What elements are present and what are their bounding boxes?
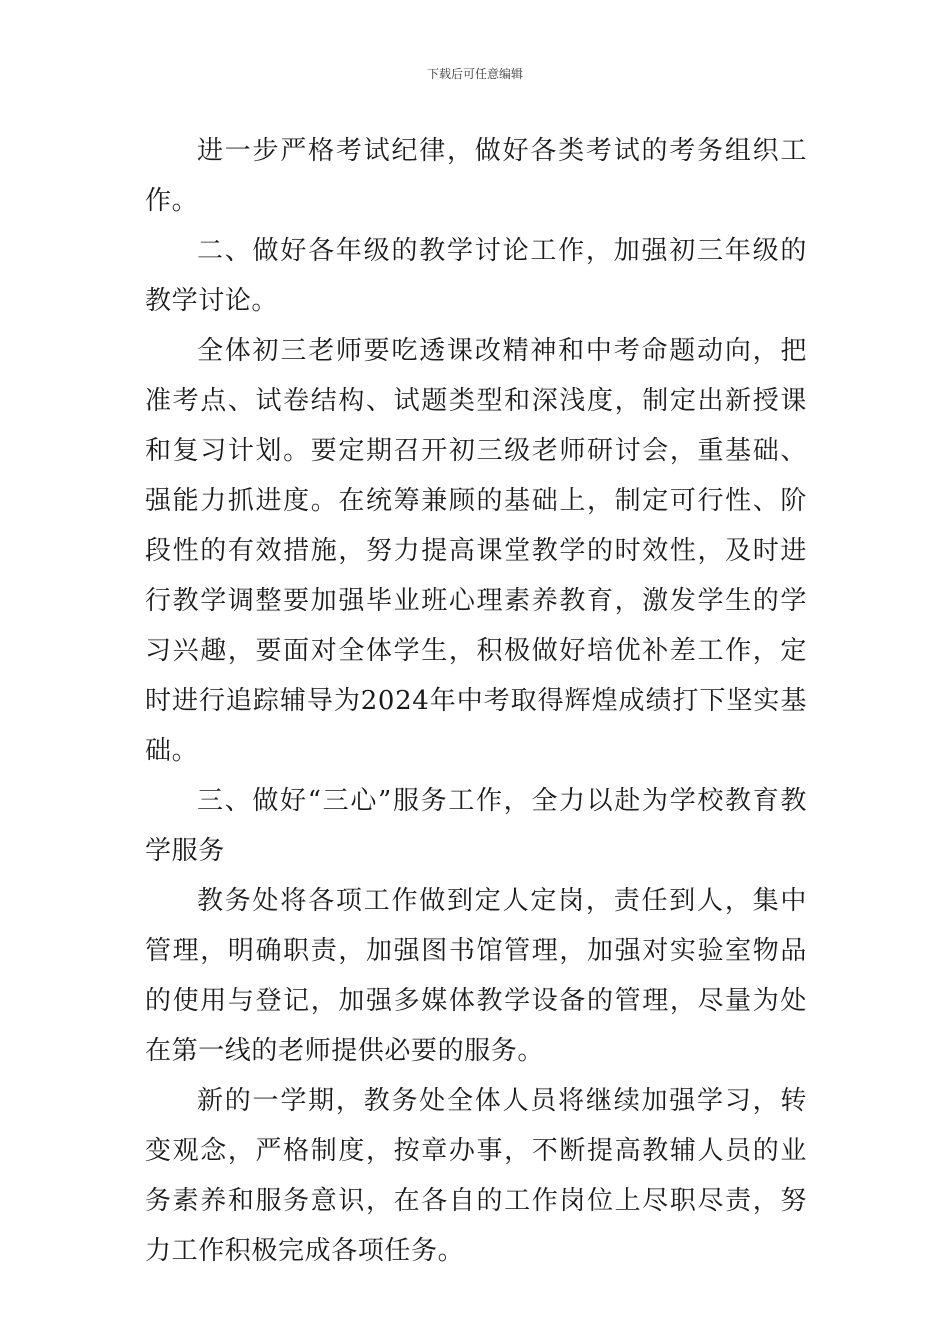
paragraph-new-semester: 新的一学期，教务处全体人员将继续加强学习，转变观念，严格制度，按章办事，不断提高教辅人员的业务素养和服务意识，在各自的工作岗位上尽职尽责，努力工作积极完成各项任务。 [145, 1086, 807, 1266]
document-body [145, 126, 807, 1276]
paragraph-exam-discipline: 进一步严格考试纪律，做好各类考试的考务组织工作。 [145, 136, 807, 216]
paragraph-academic-office-duties: 教务处将各项工作做到定人定岗，责任到人，集中管理，明确职责，加强图书馆管理，加强对实验室物品的使用与登记，加强多媒体教学设备的管理，尽量为处在第一线的老师提供必要的服务。 [145, 886, 807, 1066]
paragraph-heading-two: 二、做好各年级的教学讨论工作，加强初三年级的教学讨论。 [145, 236, 807, 316]
paragraph-grade-nine-plan: 全体初三老师要吃透课改精神和中考命题动向，把准考点、试卷结构、试题类型和深浅度，制定出新授课和复习计划。要定期召开初三级老师研讨会，重基础、强能力抓进度。在统筹兼顾的基础上，制定可行性、阶段性的有效措施，努力提高课堂教学的时效性，及时进行教学调整要加强毕业班心理素养教育，激发学生的学习兴趣，要面对全体学生，积极做好培优补差工作，定时进行追踪辅导为2024年中考取得辉煌成绩打下坚实基础。 [145, 336, 807, 766]
paragraph-heading-three: 三、做好“三心”服务工作，全力以赴为学校教育教学服务 [145, 786, 807, 866]
page-header-note: 下载后可任意编辑 [426, 67, 523, 81]
